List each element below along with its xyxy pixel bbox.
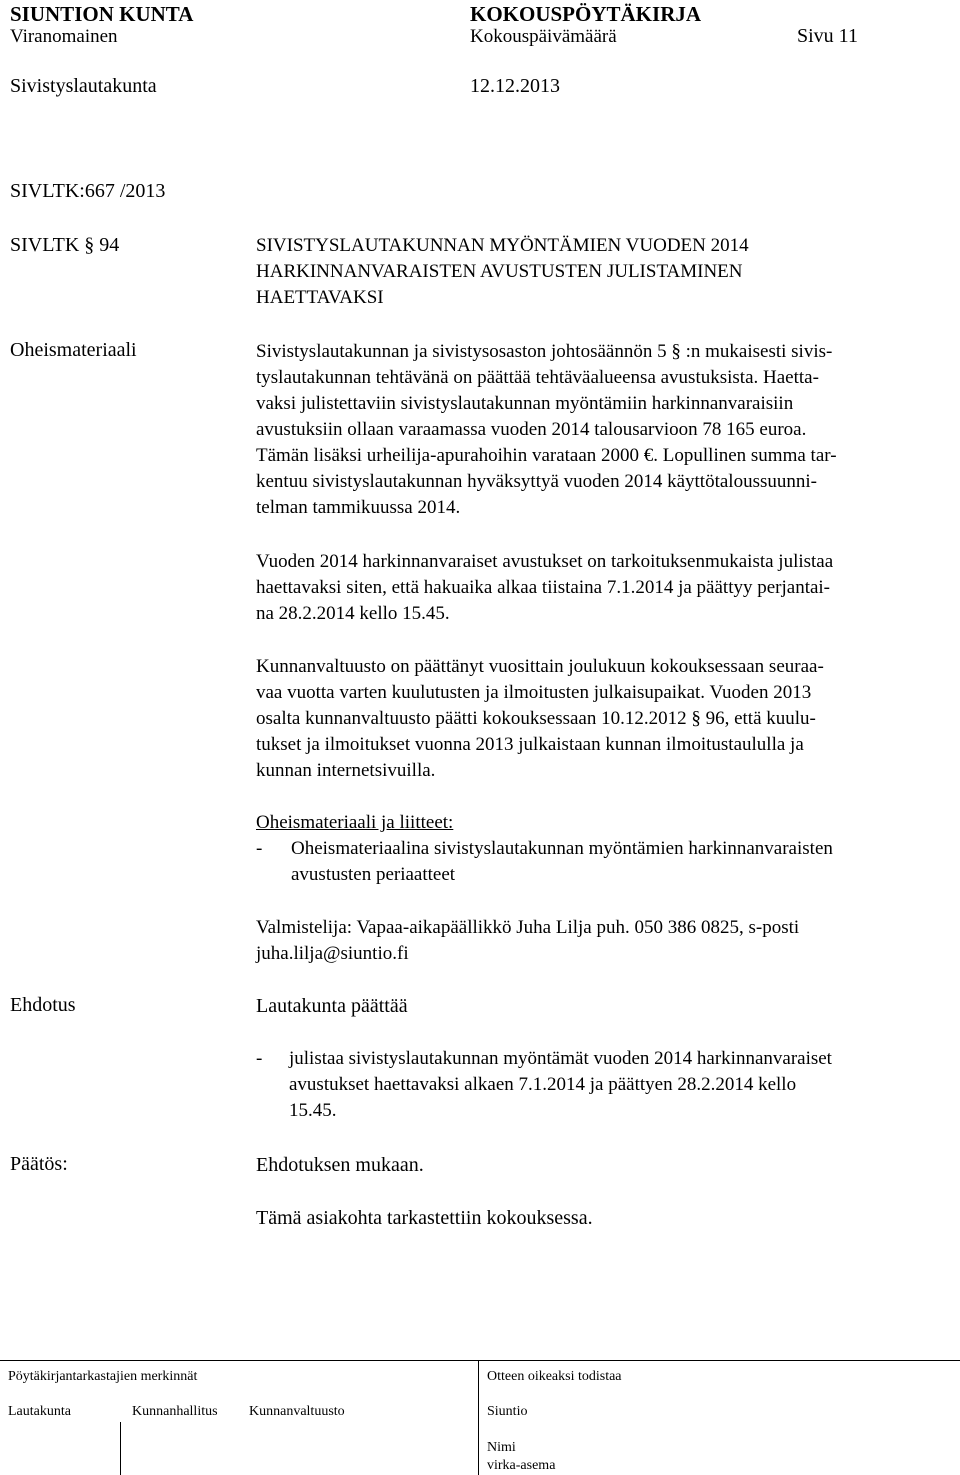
footer-name-label: Nimi bbox=[487, 1440, 516, 1455]
decision-label: Päätös: bbox=[10, 1153, 68, 1175]
text-line: julistaa sivistyslautakunnan myöntämät vuoden 2014 harkinnanvaraiset bbox=[289, 1048, 832, 1069]
org-name: SIUNTION KUNTA bbox=[10, 2, 194, 26]
text-line: Vuoden 2014 harkinnanvaraiset avustukset on tarkoituksenmukaista julistaa bbox=[256, 551, 834, 572]
footer-distribution-kunnanvaltuusto: Kunnanvaltuusto bbox=[249, 1404, 345, 1419]
proposal-item bbox=[289, 1046, 960, 1124]
item-number: SIVLTK § 94 bbox=[10, 234, 120, 256]
attachment-item bbox=[291, 836, 960, 888]
text-line: Tämän lisäksi urheilija-apurahoihin varataan 2000 €. Lopullinen summa tar- bbox=[256, 445, 837, 466]
text-line: avustuksiin ollaan varaamassa vuoden 2014 talousarvioon 78 165 euroa. bbox=[256, 419, 807, 440]
preparer-info bbox=[256, 915, 956, 967]
footer-divider-small bbox=[120, 1422, 121, 1475]
proposal-text: Lautakunta päättää bbox=[256, 995, 408, 1017]
proposal-dash: - bbox=[256, 1048, 263, 1069]
attachments-heading: Oheismateriaali ja liitteet: bbox=[256, 812, 454, 833]
text-line: telman tammikuussa 2014. bbox=[256, 497, 461, 518]
text-line: kentuu sivistyslautakunnan hyväksyttyä vuoden 2014 käyttötaloussuunni- bbox=[256, 471, 817, 492]
text-line: Kunnanvaltuusto on päättänyt vuosittain joulukuun kokouksessaan seuraa- bbox=[256, 656, 824, 677]
item-title bbox=[256, 233, 956, 311]
authority-name: Sivistyslautakunta bbox=[10, 75, 157, 97]
attachment-dash: - bbox=[256, 838, 263, 859]
text-line: osalta kunnanvaltuusto päätti kokouksessaan 10.12.2012 § 96, että kuulu- bbox=[256, 708, 816, 729]
text-line: haettavaksi siten, että hakuaika alkaa tiistaina 7.1.2014 ja päättyy perjantai- bbox=[256, 577, 831, 598]
text-line: Oheismateriaalina sivistyslautakunnan myöntämien harkinnanvaraisten bbox=[291, 838, 833, 859]
item-title-line: HAETTAVAKSI bbox=[256, 287, 384, 308]
footer-top-rule bbox=[0, 1360, 960, 1361]
proposal-label: Ehdotus bbox=[10, 994, 76, 1016]
text-line: tyslautakunnan tehtävänä on päättää tehtäväalueensa avustuksista. Haetta- bbox=[256, 367, 819, 388]
footer-divider bbox=[478, 1360, 479, 1475]
footer-distribution-kunnanhallitus: Kunnanhallitus bbox=[132, 1404, 218, 1419]
text-line: Sivistyslautakunnan ja sivistysosaston johtosäännön 5 § :n mukaisesti sivis- bbox=[256, 341, 833, 362]
section-label-oheismateriaali: Oheismateriaali bbox=[10, 339, 137, 361]
case-reference: SIVLTK:667 /2013 bbox=[10, 180, 166, 202]
footer-title-label: virka-asema bbox=[487, 1458, 556, 1473]
text-line: tukset ja ilmoitukset vuonna 2013 julkaistaan kunnan ilmoitustaululla ja bbox=[256, 734, 804, 755]
doc-type: KOKOUSPÖYTÄKIRJA bbox=[470, 2, 702, 26]
item-title-line: SIVISTYSLAUTAKUNNAN MYÖNTÄMIEN VUODEN 2014 bbox=[256, 235, 749, 256]
decision-text: Ehdotuksen mukaan. bbox=[256, 1154, 424, 1176]
text-line: Valmistelija: Vapaa-aikapäällikkö Juha Lilja puh. 050 386 0825, s-posti bbox=[256, 917, 800, 938]
text-line: na 28.2.2014 kello 15.45. bbox=[256, 603, 450, 624]
text-line: avustusten periaatteet bbox=[291, 864, 456, 885]
text-line: vaa vuotta varten kuulutusten ja ilmoitusten julkaisupaikat. Vuoden 2013 bbox=[256, 682, 812, 703]
text-line: juha.lilja@siuntio.fi bbox=[256, 943, 409, 964]
meeting-date: 12.12.2013 bbox=[470, 75, 560, 97]
date-label: Kokouspäivämäärä bbox=[470, 26, 617, 47]
footer-distribution-lautakunta: Lautakunta bbox=[8, 1404, 71, 1419]
authority-label: Viranomainen bbox=[10, 26, 118, 47]
text-line: vaksi julistettaviin sivistyslautakunnan myöntämiin harkinnanvaraisiin bbox=[256, 393, 794, 414]
text-line: 15.45. bbox=[289, 1100, 337, 1121]
footer-certified-label: Otteen oikeaksi todistaa bbox=[487, 1369, 622, 1384]
footer-place: Siuntio bbox=[487, 1404, 528, 1419]
footer-signatures-label: Pöytäkirjantarkastajien merkinnät bbox=[8, 1369, 198, 1384]
item-title-line: HARKINNANVARAISTEN AVUSTUSTEN JULISTAMINEN bbox=[256, 261, 743, 282]
paragraph-3 bbox=[256, 654, 956, 784]
paragraph-1 bbox=[256, 339, 956, 521]
decision-checked-note: Tämä asiakohta tarkastettiin kokouksessa. bbox=[256, 1207, 593, 1229]
text-line: kunnan internetsivuilla. bbox=[256, 760, 436, 781]
text-line: avustukset haettavaksi alkaen 7.1.2014 ja päättyen 28.2.2014 kello bbox=[289, 1074, 797, 1095]
page-number: Sivu 11 bbox=[797, 25, 858, 47]
paragraph-2 bbox=[256, 549, 956, 627]
